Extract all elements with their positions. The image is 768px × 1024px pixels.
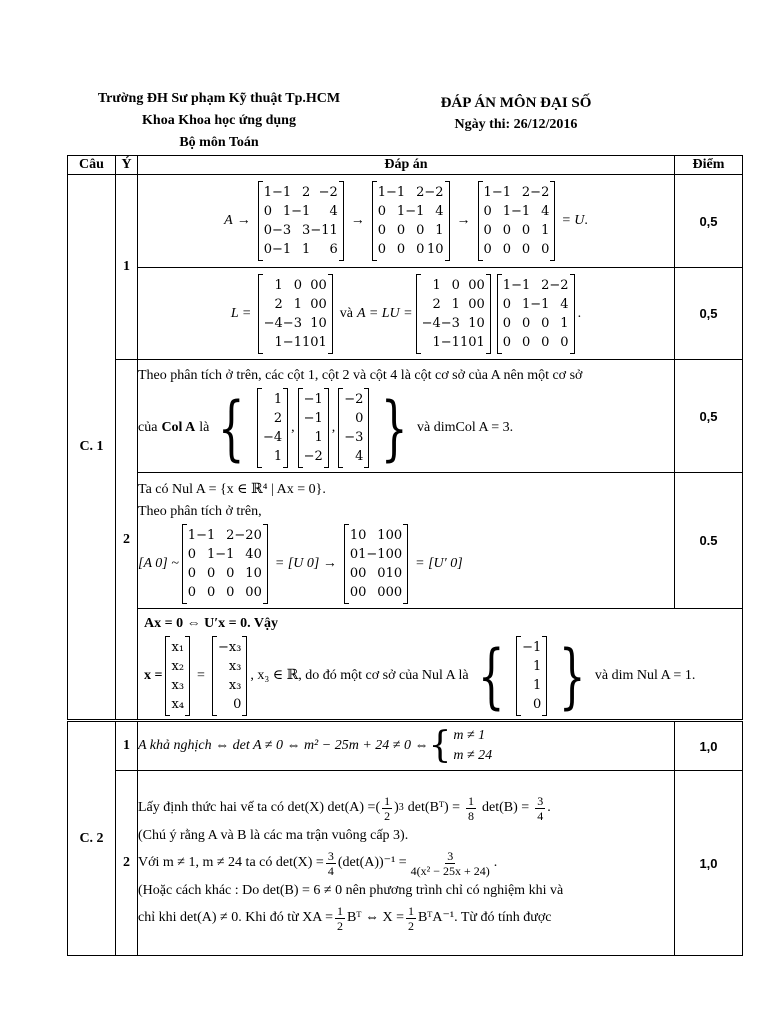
matrix [497, 274, 575, 354]
matrix-cell: 0 [502, 242, 511, 257]
matrix-cell: 0 [560, 334, 569, 350]
matrix-cell: 0 [187, 584, 197, 600]
matrix-cell: −3 [344, 430, 364, 445]
matrix-cell: x₃ [171, 678, 185, 693]
matrix-cell: −3 [440, 315, 460, 331]
invertible-text: A khả nghịch ⇔ det A ≠ 0 ⇔ m² − 25m + 24 ≠ 0 ⇔ [138, 738, 429, 753]
aug-left: [A 0] ~ [138, 555, 179, 571]
matrix-cell: 0 [483, 223, 492, 238]
matrix-cell: 0 [349, 584, 359, 600]
eq-u2: = [U′ 0] [415, 555, 463, 571]
matrix-cell: 0 [318, 277, 327, 293]
matrix-cell: 1 [533, 659, 542, 674]
answer-cell: A → 1 −1 2 −2 0 1 −1 4 0 −3 3 −11 0 −1 1 6 → 1 −1 2 −2 0 1 −1 4 0 0 0 1 0 0 0 10 → 1 −1 2 −2 0 1 −1 4 0 0 0 1 0 0 0 0 = U . [138, 175, 675, 268]
matrix-cell: 1 [302, 242, 311, 257]
matrix-cell: 0 [187, 546, 197, 562]
matrix-cell: 0 [206, 584, 216, 600]
matrix-cell: −1 [522, 640, 542, 655]
matrix-cell: 0 [263, 204, 272, 219]
matrix-cell: 0 [358, 565, 367, 581]
text-la: là [199, 420, 210, 435]
matrix-cell: −1 [291, 204, 311, 219]
matrix-cell: 1 [432, 334, 441, 350]
matrix-cell: 0 [468, 277, 477, 293]
eq-u: = [U 0] → [274, 555, 337, 571]
matrix-cell: −x₃ [217, 640, 242, 655]
matrix-cell: −1 [215, 546, 235, 562]
matrix-cell: −1 [303, 392, 323, 407]
matrix-cell: −1 [366, 546, 386, 562]
det-line-c: det(B) = [482, 800, 530, 815]
frac-num: 1 [468, 793, 475, 808]
matrix-cell: 4 [355, 449, 364, 464]
matrix-cell: 0 [521, 242, 531, 257]
matrix-cell: 0 [263, 223, 272, 238]
vector [338, 388, 369, 468]
matrix-cell: 4 [541, 204, 550, 219]
matrix-cell: 0 [226, 584, 235, 600]
matrix [478, 181, 556, 261]
matrix-cell: 0 [263, 242, 272, 257]
matrix-cell: 0 [476, 277, 485, 293]
matrix-cell: −1 [405, 204, 425, 219]
matrix-cell: 10 [301, 334, 319, 350]
vector [298, 388, 329, 468]
matrix-cell: 0 [502, 334, 512, 350]
matrix-cell: −1 [511, 277, 531, 293]
col-dapan: Đáp án [138, 156, 675, 175]
matrix-cell: 0 [377, 565, 386, 581]
matrix-cell: 0 [310, 277, 319, 293]
matrix-cell: 0 [253, 565, 262, 581]
case-2: m ≠ 24 [453, 748, 493, 763]
matrix-cell: 0 [533, 697, 542, 712]
answer-table [67, 155, 743, 956]
faculty-name: Khoa Khoa học ứng dụng [142, 113, 296, 128]
part-label: 2 [116, 771, 138, 956]
matrix-cell: 1 [560, 315, 569, 331]
note-line: (Chú ý rằng A và B là các ma trận vuông cấp 3). [138, 827, 409, 843]
col-a-label: Col A [161, 420, 196, 435]
matrix-cell: 0 [310, 296, 319, 312]
school-header [58, 88, 380, 154]
matrix-cell: 4 [560, 296, 569, 312]
matrix-cell: 0 [358, 584, 367, 600]
analysis-text: Theo phân tích ở trên, [138, 503, 262, 519]
matrix-cell: 0 [396, 223, 406, 238]
matrix-cell: 1 [273, 449, 283, 464]
matrix-cell: 1 [349, 527, 359, 543]
matrix-cell: 0 [416, 223, 425, 238]
col-cau: Câu [68, 156, 116, 175]
answer-cell [138, 473, 675, 609]
matrix-cell: 0 [226, 565, 235, 581]
and-text: và [339, 305, 354, 321]
exam-title: ĐÁP ÁN MÔN ĐẠI SỐ [440, 95, 592, 111]
matrix-cell: 0 [349, 546, 359, 562]
matrix-cell: 1 [263, 185, 272, 200]
matrix-cell: x₁ [171, 640, 185, 655]
frac-den: 4 [537, 808, 544, 823]
matrix [372, 181, 450, 261]
answer-cell: Lấy định thức hai vế ta có det(X) det(A) = ( $\frac{1}{2}$ ) 3 det(Bᵀ) = $\frac{1}{8}$ det(B) = $\frac{3}{4}$ . (Chú ý rằng A và B là các ma trận vuông cấp 3). Với m ≠ 1, m ≠ 24 ta có det(X) = $\frac{3}{4}$ (det(A))⁻¹ = $\frac{3}{\text{4(x² − 25x + 24)}}$ . (Hoặc cách khác : Do det(B) = 6 ≠ 0 nên phương trình chỉ có nghiệm khi và chỉ khi det(A) ≠ 0. Khi đó từ XA = $\frac{1}{2}$ Bᵀ ⇔ X = $\frac{1}{2}$ BᵀA⁻¹. Từ đó tính được [138, 771, 675, 956]
matrix-cell: 2 [226, 527, 235, 543]
matrix-cell: −4 [262, 430, 283, 445]
matrix-cell: 0 [385, 527, 394, 543]
matrix-cell: 0 [502, 315, 512, 331]
matrix-cell: 2 [302, 185, 311, 200]
score: 0,5 [675, 360, 743, 473]
matrix-cell: 6 [329, 242, 338, 257]
matrix-cell: 2 [416, 185, 425, 200]
null-eq-text: Ax = 0 ⇔ U′x = 0. Vậy [144, 616, 278, 631]
matrix-cell: 0 [476, 315, 485, 331]
matrix-cell: 0 [476, 296, 485, 312]
score: 0.5 [675, 473, 743, 609]
matrix-cell: 0 [541, 315, 550, 331]
matrix [416, 274, 491, 354]
matrix-cell: −1 [271, 185, 292, 200]
with-m-line: Với m ≠ 1, m ≠ 24 ta có det(X) = [138, 855, 324, 870]
matrix-cell: −3 [271, 223, 292, 238]
matrix-cell: −2 [344, 392, 364, 407]
table-row [68, 473, 743, 609]
table-row [68, 721, 743, 771]
matrix-cell: 0 [468, 296, 477, 312]
matrix-cell: 2 [541, 277, 550, 293]
matrix-cell: 0 [187, 565, 197, 581]
matrix-cell: 0 [502, 223, 511, 238]
basis-mid-text: , x₃ ∈ ℝ, do đó một cơ sở của Nul A là [250, 668, 469, 683]
matrix-cell: 0 [377, 223, 387, 238]
matrix-cell: 0 [253, 527, 262, 543]
matrix-cell: 1 [541, 223, 550, 238]
matrix-cell: 0 [483, 204, 492, 219]
matrix-cell: −4 [263, 315, 283, 331]
matrix-cell: 1 [385, 565, 394, 581]
matrix-cell: 0 [318, 296, 327, 312]
vector [257, 388, 288, 468]
exam-header [400, 92, 632, 136]
matrix-cell: 0 [253, 546, 262, 562]
matrix-cell: 0 [521, 334, 531, 350]
matrix-cell: 1 [533, 678, 542, 693]
matrix-cell: 1 [476, 334, 485, 350]
matrix-cell: 1 [396, 204, 406, 219]
alt-line-1: (Hoặc cách khác : Do det(B) = 6 ≠ 0 nên phương trình chỉ có nghiệm khi và [138, 882, 564, 898]
dim-col-text: và dimCol A = 3. [417, 420, 514, 435]
matrix-cell: 1 [468, 315, 477, 331]
matrix-cell: 1 [318, 334, 327, 350]
matrix-cell: −1 [386, 185, 406, 200]
matrix-cell: 0 [393, 584, 403, 600]
frac-num: 3 [537, 793, 544, 808]
alt-line-2a: chỉ khi det(A) ≠ 0. Khi đó từ XA = [138, 910, 334, 925]
matrix-cell: 1 [293, 296, 302, 312]
col-y: Ý [116, 156, 138, 175]
matrix-cell: 1 [377, 527, 386, 543]
answer-cell: A khả nghịch ⇔ det A ≠ 0 ⇔ m² − 25m + 24 ≠ 0 ⇔ { m ≠ 1 m ≠ 24 [138, 721, 675, 771]
matrix-cell: 0 [393, 546, 403, 562]
symbol-u: U [574, 213, 585, 228]
dim-nul-text: và dim Nul A = 1. [594, 668, 696, 683]
matrix-cell: −2 [549, 277, 569, 293]
matrix-cell: −1 [491, 185, 511, 200]
alt-line-2b: Bᵀ ⇔ X = [347, 910, 404, 925]
answer-cell: Theo phân tích ở trên, các cột 1, cột 2 và cột 4 là cột cơ sở của A nên một cơ sở của Col A là { 1 2 −4 1 , −1 −1 1 −2 , −2 0 −3 4 } và dimCol A = 3. [138, 360, 675, 473]
matrix-cell: 0 [385, 546, 394, 562]
matrix-cell: 0 [377, 204, 387, 219]
alt-line-2c: BᵀA⁻¹. Từ đó tính được [417, 910, 552, 925]
score: 1,0 [675, 721, 743, 771]
table-row [68, 175, 743, 268]
matrix-cell: 0 [377, 242, 387, 257]
matrix-cell: 0 [396, 242, 406, 257]
matrix [258, 274, 333, 354]
matrix-cell: 1 [310, 315, 319, 331]
matrix-cell: −11 [310, 223, 338, 238]
matrix-cell: 4 [435, 204, 444, 219]
matrix-cell: x₄ [171, 697, 185, 712]
matrix [258, 181, 344, 261]
det-line-a: Lấy định thức hai vế ta có det(X) det(A) = [138, 800, 376, 815]
symbol-a: A [224, 213, 233, 228]
matrix-cell: −1 [271, 242, 292, 257]
matrix-cell: −3 [282, 315, 302, 331]
matrix-cell: 0 [349, 565, 359, 581]
matrix-cell: 2 [274, 296, 283, 312]
department-name: Bộ môn Toán [179, 135, 259, 150]
nul-def-text: Ta có Nul A = {x ∈ ℝ⁴ | Ax = 0}. [138, 481, 326, 497]
matrix-cell: 10 [459, 334, 477, 350]
matrix-cell: −1 [196, 527, 216, 543]
matrix-cell: −2 [234, 527, 254, 543]
matrix-cell: 0 [541, 334, 550, 350]
matrix-cell: 0 [253, 584, 262, 600]
det-line-b: det(Bᵀ) = [407, 800, 461, 815]
matrix-cell: 0 [233, 697, 242, 712]
table-row [68, 771, 743, 956]
col-diem: Điểm [675, 156, 743, 175]
matrix-cell: x₂ [171, 659, 185, 674]
frac-num: 1 [384, 793, 391, 808]
matrix-cell: 4 [245, 546, 254, 562]
score: 0,5 [675, 268, 743, 360]
frac-den: 4(x² − 25x + 24) [410, 863, 490, 878]
frac-den: 8 [468, 808, 475, 823]
det-inverse: (det(A))⁻¹ = [337, 855, 407, 870]
table-row [68, 609, 743, 721]
answer-cell: Ax = 0 ⇔ U′x = 0. Vậy x = x₁ x₂ x₃ x₄ = −x₃ x₃ x₃ 0 , x₃ ∈ ℝ, do đó một cơ sở của Nul A là { −1 1 1 0 } và dim Nul A = 1. [138, 609, 743, 721]
symbol-l: L [230, 305, 239, 321]
matrix-cell: 1 [245, 565, 254, 581]
matrix [344, 524, 408, 604]
matrix-cell: 0 [416, 242, 425, 257]
matrix-cell: x₃ [228, 659, 242, 674]
matrix-cell: −1 [511, 204, 531, 219]
matrix-cell: 0 [206, 565, 216, 581]
part-label: 1 [116, 721, 138, 771]
matrix-cell: 1 [282, 204, 292, 219]
matrix-cell: −1 [303, 411, 323, 426]
matrix-cell: −1 [530, 296, 550, 312]
matrix-cell: 1 [206, 546, 216, 562]
part-label: 1 [116, 175, 138, 360]
table-row [68, 268, 743, 360]
basis-text: Theo phân tích ở trên, các cột 1, cột 2 và cột 4 là cột cơ sở của A nên một cơ sở [138, 368, 583, 383]
matrix-cell: 10 [427, 242, 444, 257]
matrix-cell: 1 [274, 334, 283, 350]
matrix-cell: 0 [385, 584, 394, 600]
matrix-cell: 1 [314, 430, 323, 445]
table-row [68, 360, 743, 473]
case-1: m ≠ 1 [453, 728, 486, 743]
matrix-cell: 1 [377, 185, 387, 200]
matrix-cell: −1 [440, 334, 460, 350]
table-header-row [68, 156, 743, 175]
matrix-cell: −2 [318, 185, 338, 200]
score: 0,5 [675, 175, 743, 268]
matrix-cell: 2 [432, 296, 441, 312]
answer-cell: L = 1 0 0 0 2 1 0 0 −4 −3 1 0 1 −1 10 1 và A = LU = 1 0 0 0 2 1 0 0 −4 −3 1 0 1 −1 10 1 1 −1 2 −2 0 1 −1 4 0 0 0 1 0 0 0 0 . [138, 268, 675, 360]
matrix-cell: 0 [393, 527, 403, 543]
matrix-cell: 0 [393, 565, 403, 581]
matrix-cell: x₃ [228, 678, 242, 693]
matrix-cell: −2 [530, 185, 550, 200]
matrix-cell: 1 [502, 204, 511, 219]
matrix-cell: 0 [502, 296, 512, 312]
matrix-cell: 0 [451, 277, 460, 293]
matrix-cell: 1 [358, 546, 367, 562]
matrix-cell: 0 [355, 411, 364, 426]
question-label-c2: C. 2 [68, 721, 116, 956]
vector [516, 636, 547, 716]
score: 1,0 [675, 771, 743, 956]
matrix-cell: 2 [273, 411, 283, 426]
alu-text: A = LU = [357, 305, 413, 321]
matrix-cell: 2 [521, 185, 531, 200]
school-name: Trường ĐH Sư phạm Kỹ thuật Tp.HCM [97, 91, 341, 106]
matrix-cell: −2 [424, 185, 444, 200]
matrix-cell: 1 [432, 277, 441, 293]
matrix-cell: 0 [521, 223, 531, 238]
frac-den: 2 [384, 808, 391, 823]
exponent: 3 [398, 802, 404, 813]
matrix-cell: 1 [273, 392, 283, 407]
question-label-c1: C. 1 [68, 175, 116, 721]
matrix-cell: 0 [358, 527, 367, 543]
matrix-cell: 0 [293, 277, 302, 293]
text-cua: của [138, 420, 158, 435]
exam-date: Ngày thi: 26/12/2016 [454, 117, 578, 132]
matrix-cell: 0 [483, 242, 492, 257]
matrix-cell: 1 [521, 296, 531, 312]
matrix-cell: 0 [318, 315, 327, 331]
matrix-cell: 1 [187, 527, 197, 543]
matrix-cell: −1 [282, 334, 302, 350]
part-label: 2 [116, 360, 138, 721]
matrix-cell: −2 [303, 449, 323, 464]
matrix-cell: 0 [377, 584, 386, 600]
matrix-cell: 3 [302, 223, 311, 238]
matrix-cell: 4 [329, 204, 338, 219]
frac-num: 3 [447, 848, 454, 863]
matrix-cell: −4 [421, 315, 441, 331]
vector [212, 636, 247, 716]
matrix-cell: 1 [483, 185, 492, 200]
matrix-cell: 0 [245, 584, 254, 600]
matrix [182, 524, 268, 604]
matrix-cell: 1 [274, 277, 283, 293]
matrix-cell: 1 [451, 296, 460, 312]
matrix-cell: 1 [435, 223, 444, 238]
matrix-cell: 0 [541, 242, 550, 257]
x-label: x = [144, 668, 163, 683]
matrix-cell: 0 [521, 315, 531, 331]
matrix-cell: 1 [502, 277, 512, 293]
vector [165, 636, 190, 716]
